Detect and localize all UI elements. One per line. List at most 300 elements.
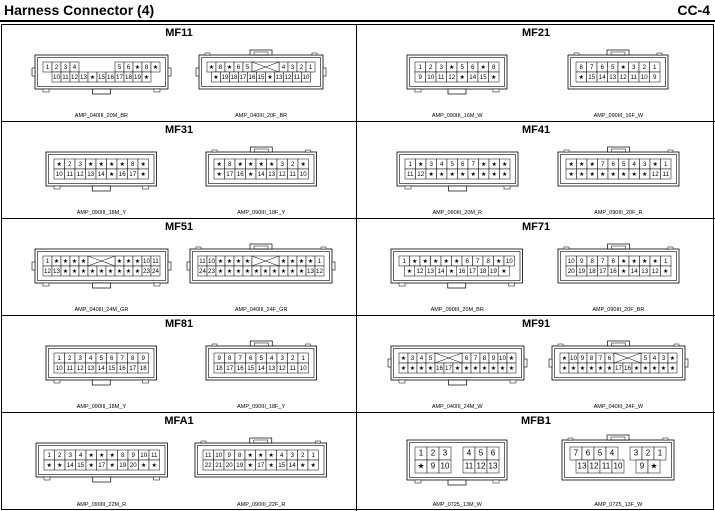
pin-label: 5 xyxy=(460,64,465,72)
pin-label: ★ xyxy=(267,74,273,82)
pin-label: 13 xyxy=(427,268,435,276)
pin-label: ★ xyxy=(501,268,508,276)
pin-label: 11 xyxy=(438,74,445,82)
connector-cells-7-left xyxy=(386,340,529,391)
pin-label: 9 xyxy=(141,355,146,363)
pin-label: 5 xyxy=(598,448,603,458)
pin-label: ★ xyxy=(660,365,667,373)
pin-label: ★ xyxy=(501,161,508,169)
pin-label: ★ xyxy=(620,171,627,179)
pin-label: 1 xyxy=(47,452,51,460)
pin-label: ★ xyxy=(235,258,242,266)
connector-cells-6-left xyxy=(41,340,162,391)
pin-label: 5 xyxy=(117,64,122,72)
pin-label: ★ xyxy=(449,268,455,276)
pin-label: ★ xyxy=(669,355,676,363)
pin-label: ★ xyxy=(579,365,586,373)
pin-label: 5 xyxy=(621,161,626,169)
pin-label: 14 xyxy=(97,365,105,373)
pin-label: 13 xyxy=(275,74,283,82)
pin-label: ★ xyxy=(454,258,461,266)
pin-label: 9 xyxy=(227,452,232,460)
pin-label: 2 xyxy=(57,452,62,460)
pin-label: 4 xyxy=(269,355,274,363)
pin-label: 5 xyxy=(479,448,484,458)
pin-label: 18 xyxy=(215,365,223,373)
pin-label: 2 xyxy=(301,452,305,460)
pin-label: 11 xyxy=(289,365,296,373)
pin-label: ★ xyxy=(491,74,497,82)
pin-label: ★ xyxy=(454,365,461,373)
pin-label: ★ xyxy=(578,161,585,169)
pin-label: 12 xyxy=(76,365,84,373)
connector-id: MF21 xyxy=(521,27,551,39)
pin-label: ★ xyxy=(642,365,649,373)
pin-label: 12 xyxy=(651,268,659,276)
pin-label: 8 xyxy=(482,355,486,363)
pin-label: ★ xyxy=(459,171,466,179)
pin-label: ★ xyxy=(226,258,233,266)
pin-label: ★ xyxy=(46,462,52,470)
page-header xyxy=(0,0,715,22)
pin-label: 9 xyxy=(131,452,135,460)
pin-label: ★ xyxy=(561,365,568,373)
pin-label: ★ xyxy=(400,355,407,363)
pin-label: ★ xyxy=(53,258,60,266)
pin-label: 6 xyxy=(491,448,496,458)
connector-cells-6-right xyxy=(201,340,322,391)
pin-label: 7 xyxy=(473,355,477,363)
pin-label: 14 xyxy=(599,74,607,82)
pin-label: 22 xyxy=(205,462,213,470)
page-code: CC-4 xyxy=(677,2,710,18)
pin-label: 2 xyxy=(290,355,295,363)
pin-label: ★ xyxy=(244,268,251,276)
pin-label: 1 xyxy=(301,355,305,363)
pin-label: ★ xyxy=(481,365,488,373)
pin-label: 4 xyxy=(467,448,472,458)
pin-label: 2 xyxy=(646,448,651,458)
pin-label: 3 xyxy=(443,448,448,458)
pin-label: 3 xyxy=(634,448,639,458)
pin-label: 12 xyxy=(651,171,659,179)
pin-label: ★ xyxy=(107,268,114,276)
pin-label: ★ xyxy=(235,268,242,276)
pin-label: ★ xyxy=(412,258,419,266)
pin-label: 12 xyxy=(70,74,78,82)
connector-cells-8-left xyxy=(31,437,173,488)
pin-label: 3 xyxy=(290,64,295,72)
connector-cell-mf11 xyxy=(2,25,357,122)
pin-label: ★ xyxy=(213,74,219,82)
pin-label: 10 xyxy=(139,452,147,460)
pin-label: 11 xyxy=(199,258,206,266)
pin-label: 10 xyxy=(142,258,150,266)
pin-label: ★ xyxy=(407,268,413,276)
pin-label: ★ xyxy=(88,452,94,460)
pin-label: ★ xyxy=(449,171,455,179)
pin-label: ★ xyxy=(268,452,275,460)
pin-label: 19 xyxy=(578,268,586,276)
pin-label: 11 xyxy=(465,461,474,471)
pin-label: 1 xyxy=(403,258,407,266)
pin-label: 12 xyxy=(589,461,599,471)
pin-label: 7 xyxy=(574,448,579,458)
pin-label: 3 xyxy=(280,355,284,363)
pin-label: ★ xyxy=(151,462,157,470)
connector-grid xyxy=(1,24,714,510)
pin-label: 6 xyxy=(248,355,253,363)
pin-label: 14 xyxy=(438,268,445,276)
connector-part-label: AMP_040III_24M_GR xyxy=(74,307,129,313)
pin-label: 3 xyxy=(280,161,284,169)
pin-label: 17 xyxy=(129,365,137,373)
pin-label: 6 xyxy=(464,355,468,363)
pin-label: ★ xyxy=(570,365,577,373)
pin-label: 4 xyxy=(439,161,444,169)
connector-id: MF91 xyxy=(521,318,551,330)
pin-label: ★ xyxy=(620,268,627,276)
pin-label: 24 xyxy=(151,268,159,276)
connector-drawing xyxy=(30,243,173,289)
pin-label: 13 xyxy=(79,74,87,82)
pin-label: ★ xyxy=(597,365,604,373)
pin-label: ★ xyxy=(588,365,595,373)
pin-label: 19 xyxy=(118,462,126,470)
pin-label: 2 xyxy=(642,64,647,72)
pin-label: 4 xyxy=(78,452,83,460)
connector-part-label: AMP_090III_22F_R xyxy=(236,502,286,508)
pin-label: 8 xyxy=(590,258,594,266)
pin-label: 14 xyxy=(66,462,74,470)
connector-drawing xyxy=(386,340,529,386)
pin-label: 8 xyxy=(492,64,496,72)
pin-label: ★ xyxy=(152,64,159,72)
connector-drawing xyxy=(547,340,690,386)
pin-label: 18 xyxy=(124,74,132,82)
pin-label: 11 xyxy=(66,365,74,373)
pin-label: 10 xyxy=(52,74,60,82)
pin-label: ★ xyxy=(109,171,115,179)
pin-label: 12 xyxy=(284,74,292,82)
pin-label: 1 xyxy=(653,64,657,72)
connector-drawing xyxy=(557,434,679,486)
connector-cell-mf71 xyxy=(357,219,715,316)
pin-label: 14 xyxy=(469,74,477,82)
pin-label: 3 xyxy=(632,64,636,72)
pin-label: ★ xyxy=(134,268,141,276)
pin-label: 8 xyxy=(487,258,491,266)
pin-label: 7 xyxy=(120,355,125,363)
pin-label: 5 xyxy=(643,355,648,363)
connector-part-label: AMP_040III_24F_GR xyxy=(234,307,288,313)
pin-label: ★ xyxy=(641,171,648,179)
pin-label: 15 xyxy=(588,74,596,82)
pin-label: ★ xyxy=(247,452,254,460)
connector-id: MF71 xyxy=(521,221,551,233)
pin-label: ★ xyxy=(140,161,147,169)
pin-label: ★ xyxy=(669,365,676,373)
pin-label: ★ xyxy=(418,365,425,373)
pin-label: 2 xyxy=(429,64,433,72)
pin-label: ★ xyxy=(443,258,450,266)
pin-label: 15 xyxy=(108,365,116,373)
connector-id: MF11 xyxy=(165,27,193,39)
pin-label: ★ xyxy=(116,268,123,276)
pin-label: ★ xyxy=(631,171,637,179)
pin-label: ★ xyxy=(428,171,434,179)
pin-label: 8 xyxy=(144,64,149,72)
pin-label: 7 xyxy=(476,258,480,266)
pin-label: 7 xyxy=(471,161,475,169)
pin-label: 14 xyxy=(97,171,105,179)
connector-part-label: AMP_0725_13F_W xyxy=(594,502,643,508)
pin-label: ★ xyxy=(237,161,243,169)
pin-label: ★ xyxy=(109,452,115,460)
pin-label: 20 xyxy=(567,268,575,276)
pin-label: 17 xyxy=(129,171,137,179)
pin-label: 15 xyxy=(257,74,265,82)
connector-cells-9-left xyxy=(402,434,512,491)
pin-label: 2 xyxy=(68,355,72,363)
pin-label: 17 xyxy=(469,268,477,276)
pin-label: ★ xyxy=(98,452,105,460)
pin-label: 9 xyxy=(431,461,436,471)
pin-label: 10 xyxy=(440,461,450,471)
pin-label: ★ xyxy=(298,258,305,266)
connector-cell-mf31 xyxy=(2,122,357,219)
pin-label: 10 xyxy=(641,74,649,82)
pin-label: 13 xyxy=(641,268,649,276)
pin-label: ★ xyxy=(417,461,425,471)
pin-label: 6 xyxy=(460,161,465,169)
connector-part-label: AMP_090III_20M_R xyxy=(432,210,482,216)
pin-label: ★ xyxy=(88,462,94,470)
pin-label: ★ xyxy=(499,365,506,373)
pin-label: ★ xyxy=(480,64,487,72)
pin-label: ★ xyxy=(561,355,568,363)
connector-cells-4-left xyxy=(30,243,173,294)
connector-part-label: AMP_040III_24F_W xyxy=(593,404,644,410)
pin-label: ★ xyxy=(140,171,147,179)
pin-label: 10 xyxy=(506,258,514,266)
pin-label: 9 xyxy=(640,461,645,471)
pin-label: ★ xyxy=(62,258,69,266)
pin-label: ★ xyxy=(262,268,269,276)
connector-id: MF31 xyxy=(164,124,194,136)
pin-label: 11 xyxy=(205,452,212,460)
pin-label: ★ xyxy=(620,258,627,266)
pin-label: ★ xyxy=(620,64,627,72)
pin-label: ★ xyxy=(491,171,497,179)
pin-label: 11 xyxy=(150,452,158,460)
pin-label: 3 xyxy=(290,452,295,460)
pin-label: 5 xyxy=(99,355,104,363)
pin-label: ★ xyxy=(217,258,224,266)
pin-label: ★ xyxy=(216,171,222,179)
pin-label: 13 xyxy=(87,365,95,373)
pin-label: 3 xyxy=(63,64,68,72)
pin-label: 9 xyxy=(579,258,584,266)
pin-label: 10 xyxy=(427,74,435,82)
pin-label: 5 xyxy=(428,355,432,363)
pin-label: 6 xyxy=(236,64,241,72)
pin-label: 12 xyxy=(417,171,424,179)
pin-label: 6 xyxy=(611,258,615,266)
connector-part-label: AMP_090III_18M_Y xyxy=(76,404,126,410)
pin-label: 6 xyxy=(466,258,470,266)
pin-label: ★ xyxy=(62,268,69,276)
pin-label: ★ xyxy=(298,268,305,276)
pin-label: ★ xyxy=(470,171,476,179)
connector-drawing xyxy=(41,340,162,386)
pin-label: 2 xyxy=(299,64,304,72)
pin-label: 2 xyxy=(431,448,436,458)
pin-label: 9 xyxy=(217,355,221,363)
pin-label: ★ xyxy=(568,171,574,179)
pin-label: 5 xyxy=(450,161,454,169)
pin-label: 19 xyxy=(133,74,141,82)
pin-label: 1 xyxy=(663,258,668,266)
pin-label: ★ xyxy=(650,461,658,471)
connector-part-label: AMP_090III_22M_R xyxy=(76,502,127,508)
pin-label: 17 xyxy=(226,171,234,179)
connector-drawing xyxy=(402,434,512,486)
pin-label: 16 xyxy=(118,365,126,373)
pin-label: 17 xyxy=(239,74,247,82)
pin-label: 1 xyxy=(57,355,62,363)
pin-label: ★ xyxy=(599,171,606,179)
pin-label: ★ xyxy=(459,74,466,82)
pin-label: ★ xyxy=(134,64,141,72)
pin-label: 11 xyxy=(293,74,301,82)
pin-label: 9 xyxy=(653,74,657,82)
pin-label: ★ xyxy=(463,365,470,373)
pin-label: ★ xyxy=(578,74,585,82)
connector-part-label: AMP_040III_24M_W xyxy=(431,404,483,410)
pin-label: 4 xyxy=(72,64,77,72)
pin-label: ★ xyxy=(116,258,123,266)
pin-label: ★ xyxy=(449,64,455,72)
pin-label: ★ xyxy=(652,161,658,169)
pin-label: 6 xyxy=(611,161,615,169)
pin-label: ★ xyxy=(258,452,264,460)
pin-label: 18 xyxy=(230,74,238,82)
pin-label: 10 xyxy=(569,355,577,363)
pin-label: 8 xyxy=(120,452,125,460)
connector-cells-1-left xyxy=(402,49,512,100)
connector-cells-3-right xyxy=(553,146,684,197)
connector-id: MF81 xyxy=(164,318,194,330)
pin-label: 7 xyxy=(600,258,605,266)
pin-label: ★ xyxy=(140,462,147,470)
pin-label: 8 xyxy=(131,355,135,363)
pin-label: ★ xyxy=(134,258,141,266)
pin-label: 16 xyxy=(118,171,126,179)
pin-label: 12 xyxy=(448,74,456,82)
connector-cells-3-left xyxy=(392,146,523,197)
pin-label: ★ xyxy=(217,268,224,276)
pin-label: 10 xyxy=(567,258,575,266)
connector-cell-mf81 xyxy=(2,316,357,413)
pin-label: 17 xyxy=(599,268,607,276)
pin-label: ★ xyxy=(216,161,222,169)
connector-cells-1-right xyxy=(563,49,673,100)
pin-label: 13 xyxy=(307,268,315,276)
pin-label: 17 xyxy=(614,365,622,373)
pin-label: ★ xyxy=(417,161,424,169)
pin-label: 20 xyxy=(129,462,137,470)
connector-part-label: AMP_090III_16F_W xyxy=(593,113,644,119)
pin-label: ★ xyxy=(119,161,126,169)
connector-part-label: AMP_090III_16M_W xyxy=(431,113,483,119)
pin-label: 4 xyxy=(89,355,93,363)
pin-label: ★ xyxy=(400,365,407,373)
pin-label: 19 xyxy=(221,74,229,82)
connector-drawing xyxy=(201,340,322,386)
pin-label: 19 xyxy=(490,268,498,276)
pin-label: 12 xyxy=(417,268,424,276)
pin-label: 12 xyxy=(278,365,286,373)
pin-label: 14 xyxy=(289,462,297,470)
pin-label: 7 xyxy=(598,355,603,363)
connector-drawing xyxy=(563,49,673,95)
pin-label: 15 xyxy=(97,74,105,82)
pin-label: 5 xyxy=(259,355,263,363)
pin-label: 10 xyxy=(215,452,223,460)
pin-label: 6 xyxy=(607,355,612,363)
pin-label: ★ xyxy=(427,365,434,373)
pin-label: ★ xyxy=(289,268,296,276)
pin-label: 15 xyxy=(76,462,84,470)
pin-label: ★ xyxy=(508,355,515,363)
connector-id: MFA1 xyxy=(164,415,194,427)
pin-label: 2 xyxy=(290,161,295,169)
pin-label: ★ xyxy=(480,171,487,179)
pin-label: ★ xyxy=(433,258,440,266)
connector-cells-0-left xyxy=(30,49,173,100)
pin-label: 6 xyxy=(471,64,475,72)
pin-label: ★ xyxy=(143,74,150,82)
pin-label: 1 xyxy=(45,64,50,72)
pin-label: 16 xyxy=(435,365,443,373)
pin-label: 11 xyxy=(289,171,296,179)
pin-label: 1 xyxy=(311,452,316,460)
pin-label: 3 xyxy=(661,355,666,363)
pin-label: ★ xyxy=(610,171,616,179)
pin-label: ★ xyxy=(125,268,132,276)
pin-label: 11 xyxy=(630,74,638,82)
pin-label: ★ xyxy=(88,161,94,169)
pin-label: ★ xyxy=(409,365,416,373)
pin-label: ★ xyxy=(71,258,78,266)
pin-label: ★ xyxy=(56,462,63,470)
pin-label: 2 xyxy=(54,64,59,72)
pin-label: 20 xyxy=(226,462,234,470)
pin-label: 24 xyxy=(199,268,207,276)
pin-label: 11 xyxy=(62,74,69,82)
pin-label: 6 xyxy=(110,355,114,363)
connector-cell-mf21 xyxy=(357,25,715,122)
pin-label: 1 xyxy=(419,448,424,458)
pin-label: 12 xyxy=(620,74,628,82)
pin-label: ★ xyxy=(109,161,115,169)
pin-label: 1 xyxy=(45,258,50,266)
connector-cell-mf91 xyxy=(357,316,715,413)
connector-drawing xyxy=(185,243,337,289)
pin-label: ★ xyxy=(109,462,115,470)
connector-drawing xyxy=(41,146,162,192)
